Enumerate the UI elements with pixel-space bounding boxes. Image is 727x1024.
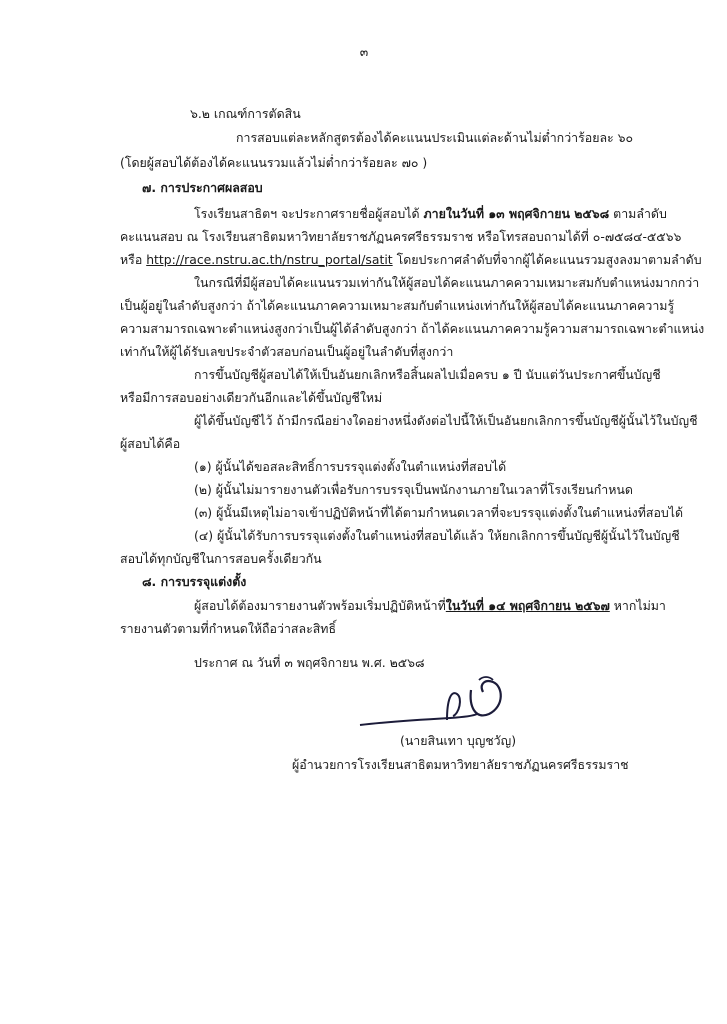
section-6-2-heading: ๖.๒ เกณฑ์การตัดสิน (190, 106, 301, 121)
section-6-2-line-1: การสอบแต่ละหลักสูตรต้องได้คะแนนประเมินแต่ละด้านไม่ต่ำกว่าร้อยละ ๖๐ (236, 130, 634, 145)
para-1-text-c: ตามลำดับ (609, 206, 667, 221)
section-7-para-2-line-2: เป็นผู้อยู่ในลำดับสูงกว่า ถ้าได้คะแนนภาคความเหมาะสมกับตำแหน่งเท่ากันให้ผู้สอบได้คะแนนภาคความรู้ (120, 298, 675, 313)
section-7-para-3-line-1: การขึ้นบัญชีผู้สอบได้ให้เป็นอันยกเลิกหรือสิ้นผลไปเมื่อครบ ๑ ปี นับแต่วันประกาศขึ้นบัญชี (194, 367, 661, 382)
section-7-para-4-line-2: ผู้สอบได้คือ (120, 436, 181, 451)
section-7-para-4-line-1: ผู้ได้ขึ้นบัญชีไว้ ถ้ามีกรณีอย่างใดอย่างหนึ่งดังต่อไปนี้ให้เป็นอันยกเลิกการขึ้นบัญชีผู้นั้นไว้ในบัญชี (194, 413, 698, 428)
results-portal-link[interactable]: http://race.nstru.ac.th/nstru_portal/satit (146, 252, 393, 267)
announce-date-bold: ภายในวันที่ ๑๓ พฤศจิกายน ๒๕๖๘ (423, 206, 610, 221)
signer-name: (นายสินเทา บุญชวัญ) (400, 733, 517, 748)
section-7-para-2-line-1: ในกรณีที่มีผู้สอบได้คะแนนรวมเท่ากันให้ผู้สอบได้คะแนนภาคความเหมาะสมกับตำแหน่งมากกว่า (194, 275, 700, 290)
section-7-para-1-line-3 (120, 252, 702, 268)
announcement-date: ประกาศ ณ วันที่ ๓ พฤศจิกายน พ.ศ. ๒๕๖๘ (194, 655, 425, 670)
section-8-line-1 (194, 598, 666, 614)
section-8-text-a: ผู้สอบได้ต้องมารายงานตัวพร้อมเริ่มปฏิบัติหน้าที่ (194, 598, 446, 613)
section-7-para-1-line-1 (194, 206, 667, 222)
section-7-para-1-line-2: คะแนนสอบ ณ โรงเรียนสาธิตมหาวิทยาลัยราชภัฏนครศรีธรรมราช หรือโทรสอบถามได้ที่ ๐-๗๕๘๔-๕๕๖๖ (120, 229, 682, 244)
section-7-para-2-line-3: ความสามารถเฉพาะตำแหน่งสูงกว่าเป็นผู้ได้ลำดับสูงกว่า ถ้าได้คะแนนภาคความรู้ความสามารถเฉพาะตำแหน่ง (120, 321, 705, 336)
para-1-or: หรือ (120, 252, 147, 267)
section-8-text-c: หากไม่มา (609, 598, 666, 613)
handwritten-signature (355, 670, 535, 740)
list-item-4: (๔) ผู้นั้นได้รับการบรรจุแต่งตั้งในตำแหน่งที่สอบได้แล้ว ให้ยกเลิกการขึ้นบัญชีผู้นั้นไว้ในบัญชี (194, 528, 680, 543)
signer-position: ผู้อำนวยการโรงเรียนสาธิตมหาวิทยาลัยราชภัฏนครศรีธรรมราช (292, 757, 629, 772)
list-item-4-line-2: สอบได้ทุกบัญชีในการสอบครั้งเดียวกัน (120, 551, 322, 566)
section-6-2-line-2: (โดยผู้สอบได้ต้องได้คะแนนรวมแล้วไม่ต่ำกว่าร้อยละ ๗๐ ) (120, 155, 428, 170)
section-7-para-2-line-4: เท่ากันให้ผู้ได้รับเลขประจำตัวสอบก่อนเป็นผู้อยู่ในลำดับที่สูงกว่า (120, 344, 454, 359)
para-1-ranking-text: โดยประกาศลำดับที่จากผู้ได้คะแนนรวมสูงลงมาตามลำดับ (392, 252, 702, 267)
section-7-heading: ๗. การประกาศผลสอบ (142, 180, 263, 195)
section-8-heading: ๘. การบรรจุแต่งตั้ง (142, 574, 247, 589)
list-item-3: (๓) ผู้นั้นมีเหตุไม่อาจเข้าปฏิบัติหน้าที่ได้ตามกำหนดเวลาที่จะบรรจุแต่งตั้งในตำแหน่งที่สอบได้ (194, 505, 684, 520)
report-date-bold: ในวันที่ ๑๔ พฤศจิกายน ๒๕๖๗ (445, 598, 610, 613)
section-7-para-3-line-2: หรือมีการสอบอย่างเดียวกันอีกและได้ขึ้นบัญชีใหม่ (120, 390, 383, 405)
list-item-2: (๒) ผู้นั้นไม่มารายงานตัวเพื่อรับการบรรจุเป็นพนักงานภายในเวลาที่โรงเรียนกำหนด (194, 482, 633, 497)
page-number: ๓ (359, 44, 369, 59)
section-8-line-2: รายงานตัวตามที่กำหนดให้ถือว่าสละสิทธิ์ (120, 621, 337, 636)
list-item-1: (๑) ผู้นั้นได้ขอสละสิทธิ์การบรรจุแต่งตั้งในตำแหน่งที่สอบได้ (194, 459, 507, 474)
para-1-text-a: โรงเรียนสาธิตฯ จะประกาศรายชื่อผู้สอบได้ (194, 206, 424, 221)
